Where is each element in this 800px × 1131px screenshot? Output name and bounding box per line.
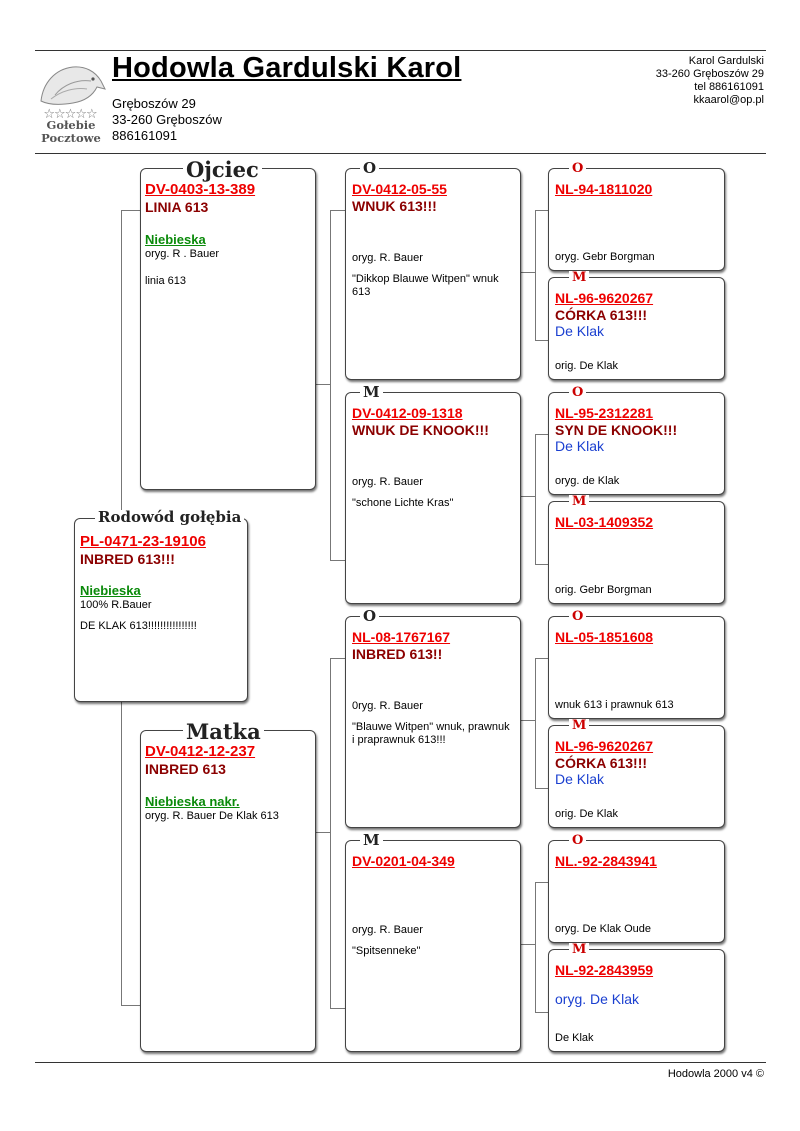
connector-line <box>535 1012 549 1013</box>
pigeon-note: oryg. R . Bauer <box>145 248 219 260</box>
pigeon-note: oryg. R. Bauer <box>352 252 423 264</box>
pigeon-note: oryg. Gebr Borgman <box>555 251 655 263</box>
pigeon-color: Niebieska <box>145 232 206 247</box>
ring-number[interactable]: NL-08-1767167 <box>352 629 451 645</box>
pigeon-name: WNUK DE KNOOK!!! <box>352 422 489 438</box>
pigeon-note: oryg. De Klak Oude <box>555 923 651 935</box>
ring-number[interactable]: PL-0471-23-19106 <box>80 533 206 550</box>
connector-line <box>535 434 549 435</box>
pigeon-name: WNUK 613!!! <box>352 198 437 214</box>
pigeon-note: oryg. R. Bauer <box>352 924 423 936</box>
connector-line <box>330 210 346 211</box>
pigeon-note: oryg. de Klak <box>555 475 620 487</box>
card-title: O <box>569 162 586 175</box>
ring-number[interactable]: DV-0412-05-55 <box>352 181 447 197</box>
ring-number[interactable]: DV-0412-09-1318 <box>352 405 463 421</box>
ring-number[interactable]: NL-95-2312281 <box>555 405 654 421</box>
great-grandparent-card[interactable] <box>548 609 725 719</box>
logo-text: Gołebie Pocztowe <box>41 118 101 145</box>
great-grandparent-card[interactable] <box>548 942 725 1052</box>
card-title: O <box>569 610 586 623</box>
card-title: O <box>569 386 586 399</box>
pigeon-note: "schone Lichte Kras" <box>352 497 454 509</box>
grandparent-card[interactable] <box>345 383 521 604</box>
pigeon-note: oryg. R. Bauer De Klak 613 <box>145 810 279 822</box>
connector-line <box>121 210 141 211</box>
pigeon-name: INBRED 613!! <box>352 646 443 662</box>
pigeon-origin: De Klak <box>555 438 605 454</box>
connector-line <box>121 700 122 1005</box>
page-title: Hodowla Gardulski Karol <box>112 52 462 84</box>
connector-line <box>330 560 346 561</box>
connector-line <box>535 340 549 341</box>
ring-number[interactable]: NL-92-2843959 <box>555 962 654 978</box>
connector-line <box>121 210 122 516</box>
logo-stars: ☆☆☆☆☆ <box>43 107 97 122</box>
grandparent-card[interactable] <box>345 607 521 828</box>
pigeon-note: oryg. R. Bauer <box>352 476 423 488</box>
pigeon-card[interactable] <box>74 508 248 702</box>
connector-line <box>520 720 536 721</box>
card-title: O <box>360 609 379 624</box>
connector-line <box>121 1005 141 1006</box>
pigeon-note: "Dikkop Blauwe Witpen" wnuk 613 <box>352 273 499 298</box>
connector-line <box>535 564 549 565</box>
great-grandparent-card[interactable] <box>548 270 725 380</box>
pigeon-note: orig. De Klak <box>555 360 618 372</box>
ring-number[interactable]: DV-0403-13-389 <box>145 181 256 198</box>
connector-line <box>535 210 536 340</box>
card-title: M <box>569 271 589 284</box>
top-divider <box>35 50 766 51</box>
pigeon-name: SYN DE KNOOK!!! <box>555 422 678 438</box>
connector-line <box>330 210 331 560</box>
pigeon-note: "Blauwe Witpen" wnuk, prawnuk i praprawnuk 613!!! <box>352 721 510 746</box>
great-grandparent-card[interactable] <box>548 718 725 828</box>
connector-line <box>520 496 536 497</box>
pigeon-name: LINIA 613 <box>145 199 209 215</box>
header-divider <box>35 153 766 154</box>
card-title: M <box>569 495 589 508</box>
pigeon-name: INBRED 613!!! <box>80 551 175 567</box>
pigeon-origin: De Klak <box>555 771 605 787</box>
ring-number[interactable]: NL-05-1851608 <box>555 629 654 645</box>
connector-line <box>520 272 536 273</box>
pigeon-color: Niebieska <box>80 583 141 598</box>
great-grandparent-card[interactable] <box>548 385 725 495</box>
breeder-address: Gręboszów 29 33-260 Gręboszów 886161091 <box>112 96 222 143</box>
footer-divider <box>35 1062 766 1063</box>
pigeon-note: 100% R.Bauer <box>80 599 152 611</box>
pigeon-note: "Spitsenneke" <box>352 945 421 957</box>
footer-text: Hodowla 2000 v4 © <box>667 1068 764 1080</box>
connector-line <box>315 384 331 385</box>
great-grandparent-card[interactable] <box>548 833 725 943</box>
connector-line <box>330 658 331 1008</box>
card-title: M <box>569 943 589 956</box>
breeder-contact: Karol Gardulski 33-260 Gręboszów 29 tel 886161091 kkaarol@op.pl <box>655 55 764 106</box>
connector-line <box>315 832 331 833</box>
connector-line <box>535 210 549 211</box>
connector-line <box>330 1008 346 1009</box>
ring-number[interactable]: NL-96-9620267 <box>555 738 654 754</box>
ring-number[interactable]: NL-94-1811020 <box>555 181 653 197</box>
great-grandparent-card[interactable] <box>548 161 725 271</box>
connector-line <box>535 658 549 659</box>
ring-number[interactable]: NL-03-1409352 <box>555 514 654 530</box>
grandparent-card[interactable] <box>345 831 521 1052</box>
card-title: O <box>360 161 379 176</box>
pigeon-name: INBRED 613 <box>145 761 226 777</box>
father-card[interactable] <box>140 157 316 490</box>
card-title: M <box>360 833 383 848</box>
connector-line <box>535 788 549 789</box>
connector-line <box>520 944 536 945</box>
card-title: Ojciec <box>183 159 262 180</box>
great-grandparent-card[interactable] <box>548 494 725 604</box>
mother-card[interactable] <box>140 719 316 1052</box>
pigeon-name: CÓRKA 613!!! <box>555 307 648 323</box>
grandparent-card[interactable] <box>345 159 521 380</box>
connector-line <box>535 882 549 883</box>
pigeon-name: CÓRKA 613!!! <box>555 755 648 771</box>
connector-line <box>535 658 536 788</box>
pigeon-note: 0ryg. R. Bauer <box>352 700 423 712</box>
ring-number[interactable]: DV-0412-12-237 <box>145 743 256 760</box>
card-title: M <box>360 385 383 400</box>
pigeon-color: Niebieska nakr. <box>145 794 240 809</box>
pigeon-origin: De Klak <box>555 323 605 339</box>
connector-line <box>535 434 536 564</box>
card-title: Rodowód gołębia <box>95 510 244 525</box>
card-title: O <box>569 834 586 847</box>
pigeon-note: orig. De Klak <box>555 808 618 820</box>
ring-number[interactable]: NL-96-9620267 <box>555 290 654 306</box>
card-title: M <box>569 719 589 732</box>
connector-line <box>535 882 536 1012</box>
pigeon-note: linia 613 <box>145 275 186 287</box>
ring-number[interactable]: NL.-92-2843941 <box>555 853 657 869</box>
pigeon-note: DE KLAK 613!!!!!!!!!!!!!!!! <box>80 620 197 632</box>
pigeon-note: wnuk 613 i prawnuk 613 <box>555 699 674 711</box>
ring-number[interactable]: DV-0201-04-349 <box>352 853 455 869</box>
connector-line <box>330 658 346 659</box>
pigeon-note: orig. Gebr Borgman <box>555 584 652 596</box>
pigeon-note: De Klak <box>555 1032 594 1044</box>
card-title: Matka <box>183 721 264 742</box>
pigeon-origin: oryg. De Klak <box>555 991 640 1007</box>
